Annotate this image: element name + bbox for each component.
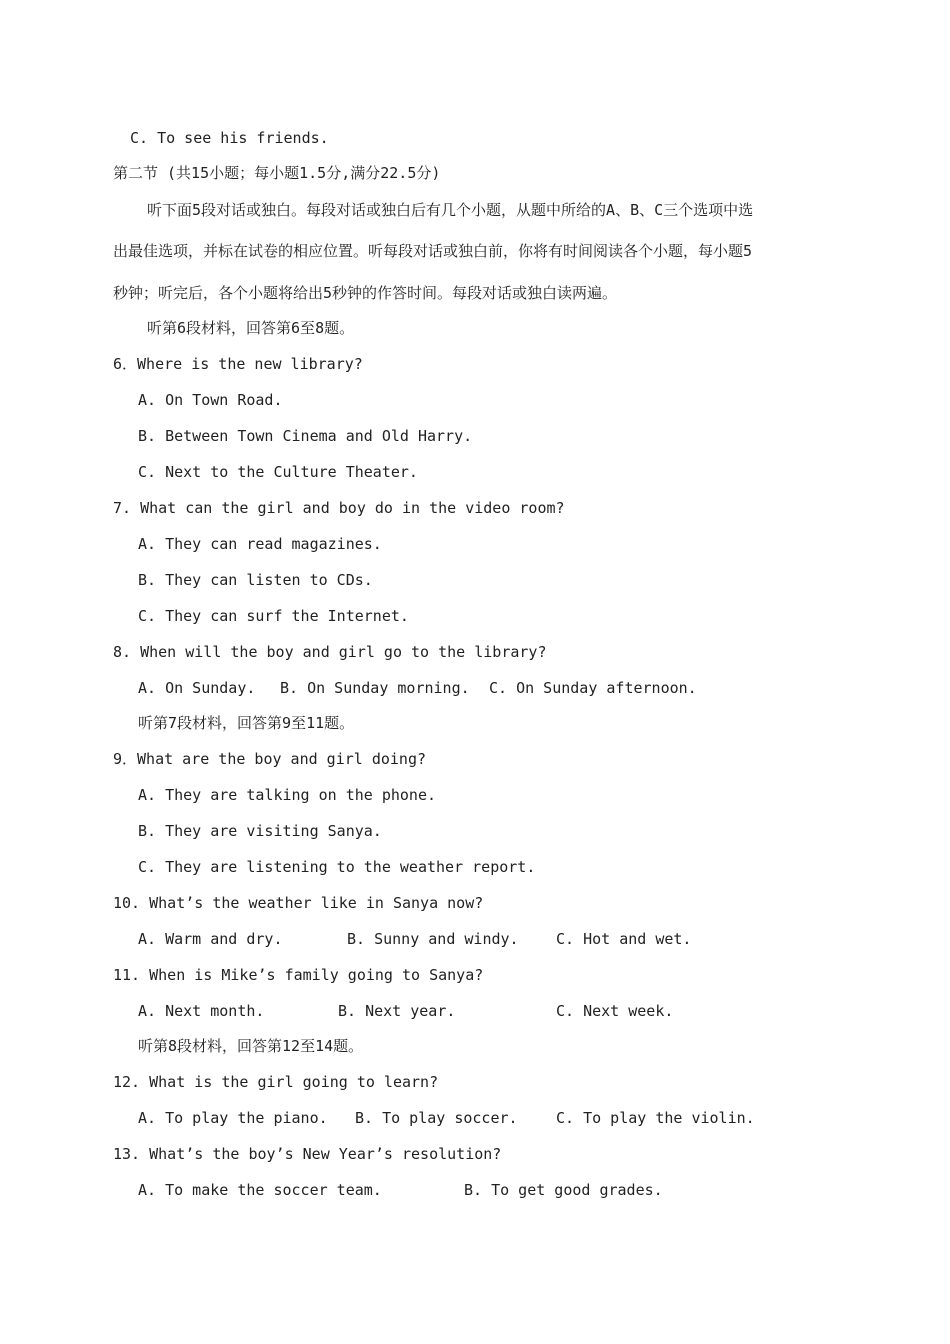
q12-option-a: A. To play the piano. bbox=[138, 1109, 328, 1127]
question-11: 11. When is Mike’s family going to Sanya? bbox=[113, 966, 484, 984]
question-8: 8. When will the boy and girl go to the library? bbox=[113, 643, 547, 661]
q9-option-a: A. They are talking on the phone. bbox=[138, 786, 437, 804]
q8-option-c: C. On Sunday afternoon. bbox=[489, 679, 697, 697]
q7-option-c: C. They can surf the Internet. bbox=[138, 607, 409, 625]
material-8-heading: 听第8段材料，回答第12至14题。 bbox=[138, 1037, 364, 1055]
q10-option-a: A. Warm and dry. bbox=[138, 930, 283, 948]
q11-option-c: C. Next week. bbox=[556, 1002, 674, 1020]
question-6: 6．Where is the new library? bbox=[113, 355, 363, 373]
instructions-line-1: 听下面5段对话或独白。每段对话或独白后有几个小题，从题中所给的A、B、C三个选项中选 bbox=[147, 201, 754, 219]
material-7-heading: 听第7段材料，回答第9至11题。 bbox=[138, 714, 355, 732]
q7-option-a: A. They can read magazines. bbox=[138, 535, 382, 553]
carry-over-option-c: C. To see his friends. bbox=[130, 129, 329, 147]
q11-option-b: B. Next year. bbox=[338, 1002, 456, 1020]
material-6-heading: 听第6段材料，回答第6至8题。 bbox=[147, 319, 355, 337]
q10-option-b: B. Sunny and windy. bbox=[347, 930, 519, 948]
q13-option-b: B. To get good grades. bbox=[464, 1181, 663, 1199]
q6-option-c: C. Next to the Culture Theater. bbox=[138, 463, 418, 481]
section-title: 第二节 (共15小题；每小题1.5分,满分22.5分) bbox=[113, 164, 441, 182]
instructions-line-2: 出最佳选项，并标在试卷的相应位置。听每段对话或独白前，你将有时间阅读各个小题，每小题5 bbox=[113, 242, 753, 260]
instructions-line-3: 秒钟；听完后，各个小题将给出5秒钟的作答时间。每段对话或独白读两遍。 bbox=[113, 284, 618, 302]
q7-option-b: B. They can listen to CDs. bbox=[138, 571, 373, 589]
q9-option-c: C. They are listening to the weather report. bbox=[138, 858, 536, 876]
q8-option-b: B. On Sunday morning. bbox=[280, 679, 470, 697]
question-13: 13. What’s the boy’s New Year’s resolution? bbox=[113, 1145, 502, 1163]
q12-option-c: C. To play the violin. bbox=[556, 1109, 755, 1127]
q8-option-a: A. On Sunday. bbox=[138, 679, 256, 697]
q10-option-c: C. Hot and wet. bbox=[556, 930, 692, 948]
question-9: 9．What are the boy and girl doing? bbox=[113, 750, 427, 768]
question-12: 12. What is the girl going to learn? bbox=[113, 1073, 439, 1091]
q12-option-b: B. To play soccer. bbox=[355, 1109, 518, 1127]
q6-option-b: B. Between Town Cinema and Old Harry. bbox=[138, 427, 473, 445]
q6-option-a: A. On Town Road. bbox=[138, 391, 283, 409]
q13-option-a: A. To make the soccer team. bbox=[138, 1181, 382, 1199]
question-7: 7. What can the girl and boy do in the video room? bbox=[113, 499, 565, 517]
question-10: 10. What’s the weather like in Sanya now? bbox=[113, 894, 484, 912]
q9-option-b: B. They are visiting Sanya. bbox=[138, 822, 382, 840]
q11-option-a: A. Next month. bbox=[138, 1002, 265, 1020]
